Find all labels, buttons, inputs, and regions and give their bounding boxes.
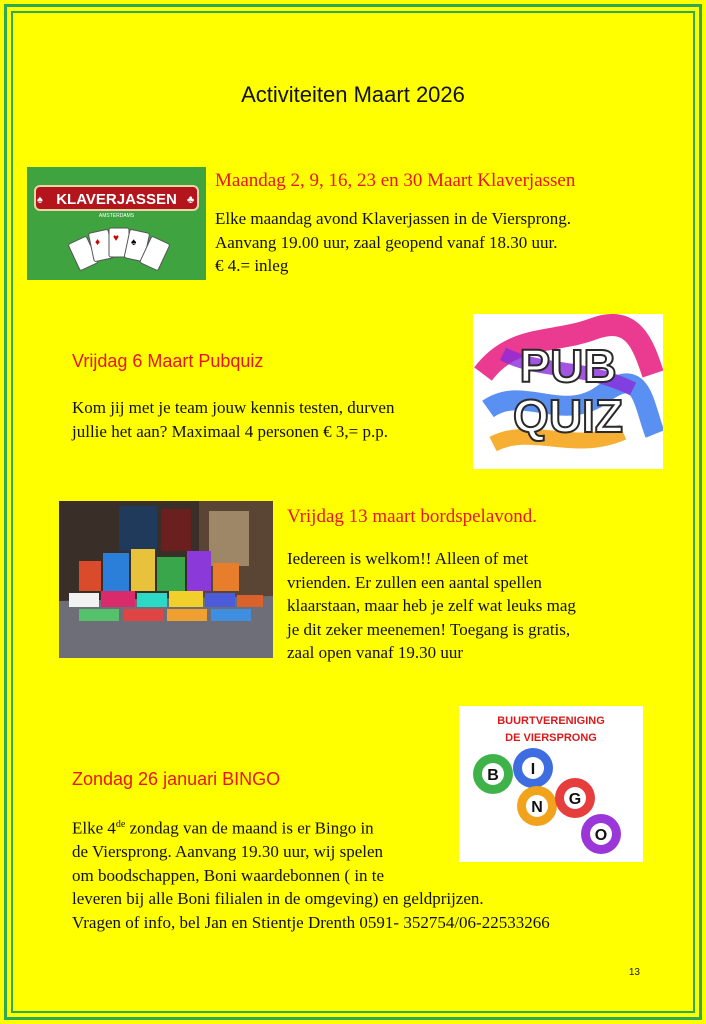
pubquiz-logo-word-2: QUIZ xyxy=(513,390,623,442)
bordspel-line-4: je dit zeker meenemen! Toegang is gratis, xyxy=(287,619,571,639)
playing-cards-icon xyxy=(68,228,170,271)
bingo-line-5: Vragen of info, bel Jan en Stientje Drenth 0591- 352754/06-22533266 xyxy=(72,912,550,932)
page-number: 13 xyxy=(628,967,640,978)
bingo-logo-line-2: DE VIERSPRONG xyxy=(505,732,597,744)
svg-text:♥: ♥ xyxy=(113,233,119,244)
pubquiz-text xyxy=(72,396,394,443)
svg-text:♦: ♦ xyxy=(95,237,101,248)
klaverjassen-logo-text: KLAVERJASSEN xyxy=(56,191,177,208)
bingo-logo-line-1: BUURTVERENIGING xyxy=(497,715,605,727)
bordspel-line-2: vrienden. Er zullen een aantal spellen xyxy=(287,572,542,592)
bingo-line-1 xyxy=(72,813,550,840)
klaverjassen-logo-subtext: AMSTERDAMS xyxy=(98,213,135,219)
bingo-line-1-sup: de xyxy=(115,819,126,830)
klaverjassen-line-2: Aanvang 19.00 uur, zaal geopend vanaf 18.30 uur. xyxy=(215,232,558,252)
bingo-heading: Zondag 26 januari BINGO xyxy=(72,769,281,789)
pubquiz-line-1: Kom jij met je team jouw kennis testen, durven xyxy=(72,398,395,417)
bingo-line-1-post: zondag van de maand is er Bingo in xyxy=(125,818,374,838)
klaverjassen-line-3: € 4.= inleg xyxy=(215,256,289,275)
bordspel-line-1: Iedereen is welkom!! Alleen of met xyxy=(287,549,529,568)
svg-text:♣: ♣ xyxy=(187,194,195,206)
board-games-photo xyxy=(59,501,273,658)
bingo-ball-i: I xyxy=(530,761,536,778)
bingo-line-2: de Viersprong. Aanvang 19.30 uur, wij spelen xyxy=(72,842,384,862)
svg-text:♠: ♠ xyxy=(37,194,43,206)
svg-text:♠: ♠ xyxy=(131,237,137,248)
bingo-ball-n: N xyxy=(531,799,543,816)
klaverjassen-logo xyxy=(27,167,206,280)
pubquiz-line-2: jullie het aan? Maximaal 4 personen € 3,= p.p. xyxy=(72,421,388,441)
bingo-text xyxy=(72,813,550,934)
bingo-ball-b: B xyxy=(487,767,499,784)
pubquiz-logo xyxy=(473,314,663,469)
pubquiz-logo-word-1: PUB xyxy=(519,340,617,392)
page-title: Activiteiten Maart 2026 xyxy=(241,82,465,107)
bingo-ball-o: O xyxy=(594,827,608,844)
bingo-line-4: leveren bij alle Boni filialen in de omgeving) en geldprijzen. xyxy=(72,889,484,909)
bingo-ball-g: G xyxy=(568,791,582,808)
klaverjassen-line-1: Elke maandag avond Klaverjassen in de Viersprong. xyxy=(215,209,572,228)
bingo-line-3: om boodschappen, Boni waardebonnen ( in te xyxy=(72,865,385,885)
klaverjassen-heading: Maandag 2, 9, 16, 23 en 30 Maart Klaverjassen xyxy=(215,170,576,191)
pubquiz-heading: Vrijdag 6 Maart Pubquiz xyxy=(72,351,264,371)
bingo-line-1-pre: Elke 4 xyxy=(72,818,116,838)
bordspel-line-3: klaarstaan, maar heb je zelf wat leuks mag xyxy=(287,596,576,615)
bordspel-text xyxy=(287,547,576,665)
bordspel-line-5: zaal open vanaf 19.30 uur xyxy=(287,643,464,662)
klaverjassen-text xyxy=(215,207,571,278)
bordspel-heading: Vrijdag 13 maart bordspelavond. xyxy=(287,506,538,527)
